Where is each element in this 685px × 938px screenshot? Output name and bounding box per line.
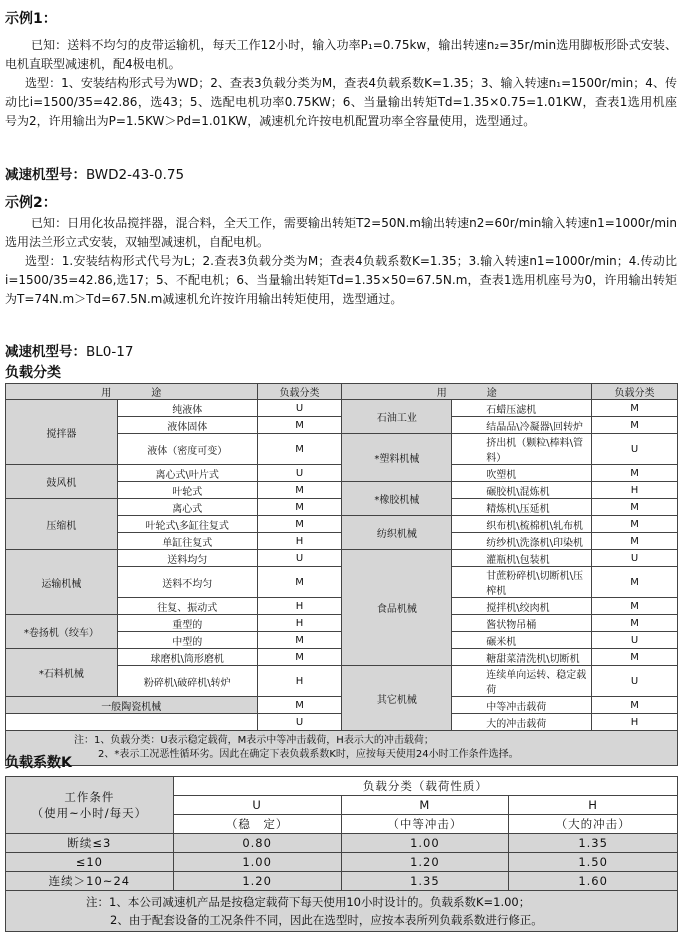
use-cell: 糖甜菜清洗机\切断机 [452, 649, 592, 666]
class-cell: M [592, 697, 678, 714]
use-cell: 酱状物吊桶 [452, 615, 592, 632]
use-cell: 离心式 [117, 499, 257, 516]
k-value: 1.60 [509, 872, 678, 891]
class-cell: M [257, 482, 342, 499]
use-cell: 中型的 [117, 632, 257, 649]
example2-heading: 示例2： [5, 195, 57, 211]
group-cell: 运输机械 [6, 550, 118, 615]
class-cell: H [257, 598, 342, 615]
group-cell: 纺织机械 [342, 516, 452, 550]
col-desc: （中等冲击） [341, 815, 509, 834]
group-cell: *橡胶机械 [342, 482, 452, 516]
k-note-2: 2、由于配套设备的工况条件不同，因此在选型时，应按本表所列负载系数进行修正。 [110, 913, 543, 927]
class-cell: U [592, 434, 678, 465]
table-row [6, 649, 678, 666]
class-cell: M [257, 697, 342, 714]
k-note-1: 注：1、本公司减速机产品是按稳定载荷下每天使用10小时设计的。负载系数K=1.00； [86, 895, 531, 909]
group-cell: *石料机械 [6, 649, 118, 697]
table-row [6, 550, 678, 567]
use-cell: 搅拌机\绞肉机 [452, 598, 592, 615]
use-cell: 甘蔗粉碎机\切断机\压榨机 [452, 567, 592, 598]
class-cell: H [257, 666, 342, 697]
use-cell: 连续单向运转、稳定载荷 [452, 666, 592, 697]
example1-heading: 示例1： [5, 11, 57, 27]
use-cell: 液体固体 [117, 417, 257, 434]
use-cell: 结晶品\冷凝器\回转炉 [452, 417, 592, 434]
k-value: 0.80 [173, 834, 341, 853]
col-desc: （稳 定） [173, 815, 341, 834]
table-row [6, 697, 678, 714]
table-row [6, 615, 678, 632]
load-note-1: 注：1、负载分类：U表示稳定载荷，M表示中等冲击载荷，H表示大的冲击载荷； [74, 735, 434, 746]
class-cell: M [592, 417, 678, 434]
use-cell: 挤出机（颗粒\棒料\管料） [452, 434, 592, 465]
use-cell: 纯液体 [117, 400, 257, 417]
example2-known: 已知：日用化妆品搅拌器，混合料，全天工作，需要输出转矩T2=50N.m输出转速n2=60r/min输入转速n1=1000r/min选用法兰形立式安装，双轴型减速机，自配电机。 [5, 216, 677, 249]
class-cell: U [592, 550, 678, 567]
col-code: H [509, 796, 678, 815]
k-value: 1.20 [173, 872, 341, 891]
class-header: 负载分类（载荷性质） [173, 777, 677, 796]
class-cell: M [257, 632, 342, 649]
model-value: BWD2-43-0.75 [86, 167, 185, 183]
k-heading: 负载系数K [5, 755, 72, 771]
k-value: 1.20 [341, 853, 509, 872]
use-cell: 大的冲击载荷 [452, 714, 592, 731]
use-cell: 灌瓶机\包装机 [452, 550, 592, 567]
col-desc: （大的冲击） [509, 815, 678, 834]
k-value: 1.00 [341, 834, 509, 853]
use-cell: 液体（密度可变） [117, 434, 257, 465]
use-cell: 往复、振动式 [117, 598, 257, 615]
table-row [6, 400, 678, 417]
table-row [6, 834, 678, 853]
k-table-notes [6, 891, 678, 932]
use-cell: 中等冲击载荷 [452, 697, 592, 714]
load-note-2: 2、*表示工况恶性循环劣。因此在确定下表负载系数K时，应按每天使用24小时工作条件选择。 [98, 749, 519, 760]
model-value: BL0-17 [86, 344, 134, 360]
use-cell: 送料不均匀 [117, 567, 257, 598]
class-cell: M [592, 598, 678, 615]
class-cell: U [592, 666, 678, 697]
k-value: 1.35 [341, 872, 509, 891]
use-header-left: 用 途 [6, 384, 258, 400]
use-cell: 粉碎机\破碎机\转炉 [117, 666, 257, 697]
class-cell: M [257, 649, 342, 666]
class-cell: U [257, 550, 342, 567]
example1-known: 已知：送料不均匀的皮带运输机，每天工作12小时，输入功率P₁=0.75kw，输出转速n₂=35r/min选用脚板形卧式安装、电机直联型减速机，配4极电机。 [5, 38, 677, 71]
class-cell: H [257, 615, 342, 632]
k-value: 1.35 [509, 834, 678, 853]
blank-cell [6, 714, 258, 731]
class-cell: U [257, 465, 342, 482]
group-cell: 压缩机 [6, 499, 118, 550]
class-header-left: 负载分类 [257, 384, 342, 400]
use-cell: 离心式\叶片式 [117, 465, 257, 482]
k-value: 1.50 [509, 853, 678, 872]
model-label: 减速机型号： [5, 344, 86, 360]
model-label: 减速机型号： [5, 167, 86, 183]
class-cell: M [592, 465, 678, 482]
class-header-right: 负载分类 [592, 384, 678, 400]
class-cell: H [592, 482, 678, 499]
class-cell: M [257, 417, 342, 434]
use-cell: 纺纱机\洗涤机\印染机 [452, 533, 592, 550]
col-code: U [173, 796, 341, 815]
example2-selection: 选型：1.安装结构形式代号为L；2.查表3负载分类为M；查表4负载系数K=1.35；3.输入转速n1=1000r/min；4.传动比i=1500/35=42.86,选17；5、不配电机；6、当量输出转矩Td=1.35×50=67.5N.m，查表1选用机座号为0，许用输出转矩为T=74N.m＞Td=67.5N.m减速机允许按许用输出转矩使用，选型通过。 [5, 254, 677, 306]
class-cell: M [592, 533, 678, 550]
use-cell: 碾米机 [452, 632, 592, 649]
group-cell: *塑料机械 [342, 434, 452, 482]
class-cell: M [592, 567, 678, 598]
load-table-notes [6, 731, 678, 766]
group-cell: 鼓风机 [6, 465, 118, 499]
group-cell: 搅拌器 [6, 400, 118, 465]
condition-cell: 断续≤3 [6, 834, 174, 853]
load-factor-table [5, 776, 678, 932]
group-cell: 一般陶瓷机械 [6, 697, 258, 714]
class-cell: U [257, 714, 342, 731]
use-cell: 球磨机\筒形磨机 [117, 649, 257, 666]
table-row [6, 853, 678, 872]
class-cell: M [592, 400, 678, 417]
class-cell: M [592, 615, 678, 632]
table-row [6, 714, 678, 731]
use-cell: 重型的 [117, 615, 257, 632]
k-value: 1.00 [173, 853, 341, 872]
class-cell: U [592, 632, 678, 649]
example1-selection: 选型：1、安装结构形式号为WD；2、查表3负载分类为M，查表4负载系数K=1.35；3、输入转速n₁=1500r/min；4、传动比i=1500/35=42.86，选43；5、选配电机功率0.75KW；6、当量输出转矩Td=1.35×0.75=1.01KW，查表1选用机座号为2，许用输出为P=1.5KW＞Pd=1.01KW，减速机允许按电机配置功率全容量使用，选型通过。 [5, 76, 677, 128]
class-cell: M [257, 516, 342, 533]
class-cell: M [592, 649, 678, 666]
class-cell: M [257, 567, 342, 598]
use-cell: 叶轮式 [117, 482, 257, 499]
class-cell: M [592, 516, 678, 533]
use-cell: 石蜡压滤机 [452, 400, 592, 417]
example2-model [5, 340, 133, 360]
class-cell: H [592, 714, 678, 731]
table-row [6, 872, 678, 891]
condition-header [6, 777, 174, 834]
load-heading: 负载分类 [5, 365, 61, 381]
group-cell: 食品机械 [342, 550, 452, 666]
table-row [6, 465, 678, 482]
use-cell: 精炼机\压延机 [452, 499, 592, 516]
class-cell: H [257, 533, 342, 550]
condition-cell: ≤10 [6, 853, 174, 872]
use-cell: 送料均匀 [117, 550, 257, 567]
col-code: M [341, 796, 509, 815]
group-cell: 石油工业 [342, 400, 452, 434]
use-header-right: 用 途 [342, 384, 592, 400]
load-classification-table [5, 383, 678, 766]
class-cell: U [257, 400, 342, 417]
condition-cell: 连续＞10~24 [6, 872, 174, 891]
class-cell: M [257, 434, 342, 465]
table-row [6, 499, 678, 516]
use-cell: 吹塑机 [452, 465, 592, 482]
class-cell: M [257, 499, 342, 516]
use-cell: 叶轮式\多缸往复式 [117, 516, 257, 533]
use-cell: 碾胶机\混炼机 [452, 482, 592, 499]
group-cell: *卷扬机（绞车） [6, 615, 118, 649]
example1-model [5, 163, 184, 183]
use-cell: 织布机\梳棉机\轧布机 [452, 516, 592, 533]
condition-label: 工作条件 [64, 790, 115, 804]
class-cell: M [592, 499, 678, 516]
use-cell: 单缸往复式 [117, 533, 257, 550]
group-cell: 其它机械 [342, 666, 452, 731]
condition-sublabel: （使用~小时/每天） [31, 806, 148, 820]
